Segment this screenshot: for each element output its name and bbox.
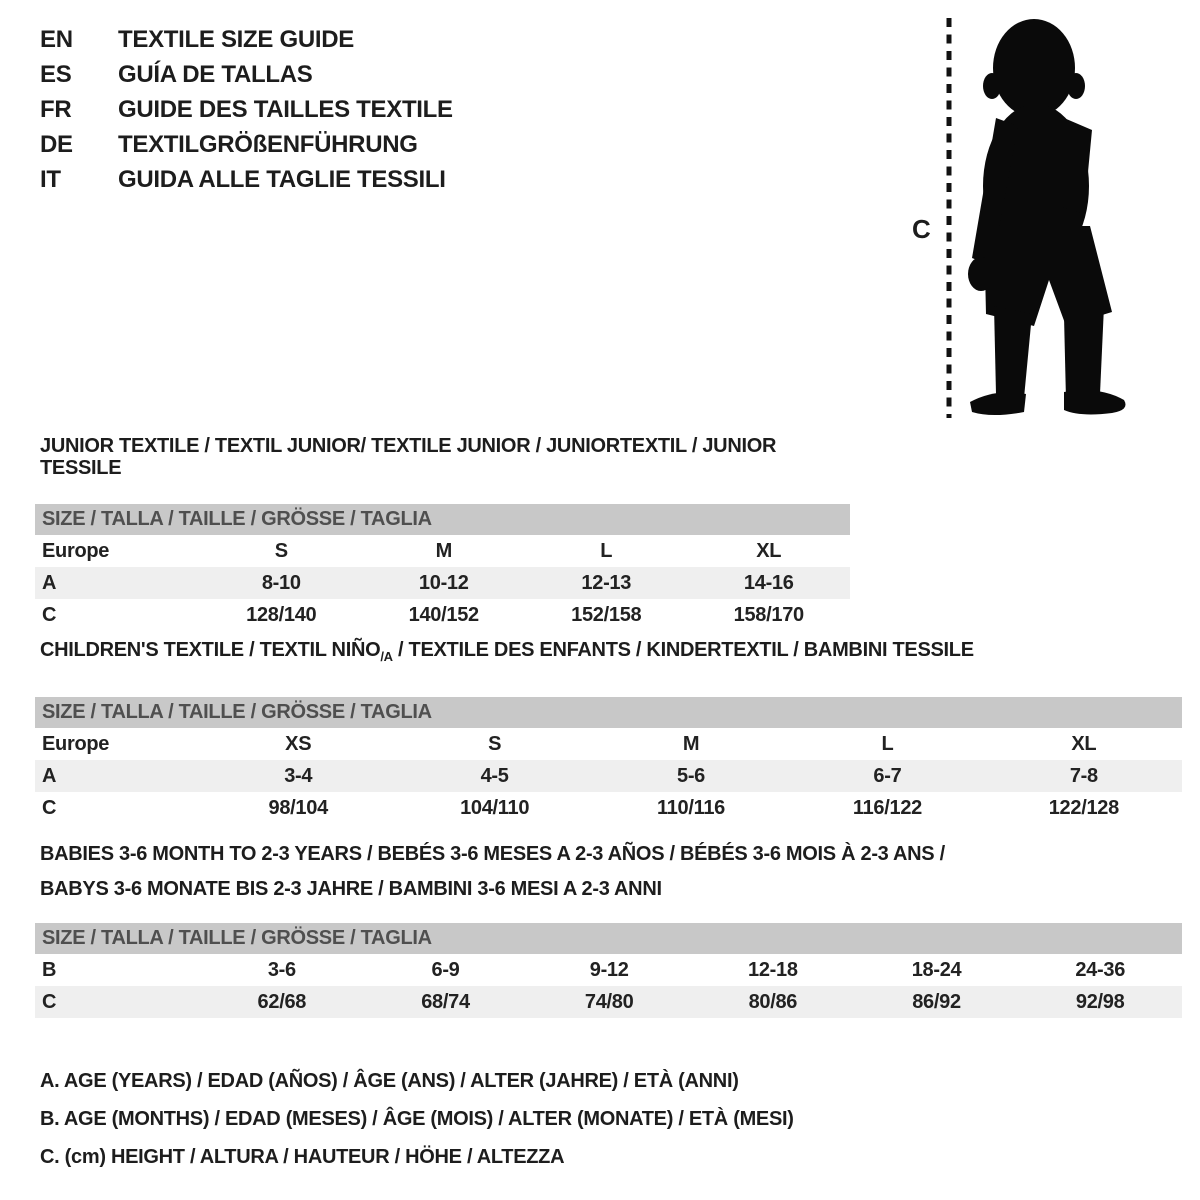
age-cell: 4-5 [480,765,509,787]
row-label: A [42,572,57,594]
age-cell: 12-13 [581,572,632,594]
height-cell: 116/122 [852,797,922,819]
size-cell: M [435,540,452,562]
height-measure-label: C [912,214,931,244]
height-cell: 68/74 [421,991,470,1013]
height-cell: 98/104 [268,797,328,819]
age-cell: 6-9 [431,959,460,981]
height-cell: 140/152 [408,604,479,626]
language-row-es [40,57,453,92]
table-row [35,535,850,567]
row-label: A [42,765,57,787]
language-code: IT [40,165,61,193]
size-cell: S [274,540,288,562]
age-cell: 18-24 [911,959,962,981]
table-row [35,792,1182,824]
language-title: GUÍA DE TALLAS [118,60,313,88]
babies-table-header: SIZE / TALLA / TAILLE / GRÖSSE / TAGLIA [35,923,1182,954]
row-label: C [42,797,57,819]
age-cell: 3-4 [284,765,313,787]
size-cell: S [488,733,502,755]
language-code: DE [40,130,73,158]
language-title: GUIDE DES TAILLES TEXTILE [118,95,453,123]
table-row [35,567,850,599]
height-cell: 86/92 [912,991,961,1013]
language-list [40,22,453,197]
children-heading-post: / TEXTILE DES ENFANTS / KINDERTEXTIL / BAMBINI TESSILE [392,639,974,661]
children-heading-sub: /A [380,649,393,664]
size-cell: M [682,733,700,755]
table-row [35,954,1182,986]
table-row [35,760,1182,792]
age-cell: 3-6 [267,959,296,981]
junior-section [35,435,850,631]
age-cell: 14-16 [743,572,794,594]
language-code: FR [40,95,72,123]
age-cell: 6-7 [873,765,902,787]
height-cell: 152/158 [571,604,642,626]
children-table-header: SIZE / TALLA / TAILLE / GRÖSSE / TAGLIA [35,697,1182,728]
row-label: C [42,604,57,626]
junior-heading: JUNIOR TEXTILE / TEXTIL JUNIOR/ TEXTILE JUNIOR / JUNIORTEXTIL / JUNIOR TESSILE [40,435,777,479]
age-cell: 5-6 [677,765,706,787]
age-cell: 9-12 [589,959,629,981]
size-cell: XS [285,733,312,755]
height-cell: 92/98 [1075,991,1125,1013]
age-cell: 7-8 [1069,765,1098,787]
height-cell: 128/140 [246,604,317,626]
children-heading-pre: CHILDREN'S TEXTILE / TEXTIL NIÑO [40,639,381,661]
row-label: Europe [42,733,110,755]
language-row-it [40,162,453,197]
language-code: ES [40,60,72,88]
legend [40,1062,794,1176]
babies-heading-line1: BABIES 3-6 MONTH TO 2-3 YEARS / BEBÉS 3-6 MESES A 2-3 AÑOS / BÉBÉS 3-6 MOIS À 2-3 ANS / [40,843,945,865]
table-row [35,728,1182,760]
language-row-fr [40,92,453,127]
language-title: TEXTILGRÖßENFÜHRUNG [118,130,418,158]
age-cell: 12-18 [748,959,798,981]
toddler-silhouette-icon [962,14,1140,423]
size-cell: L [881,733,894,755]
height-cell: 104/110 [460,797,530,819]
language-title: GUIDA ALLE TAGLIE TESSILI [118,165,446,193]
height-cell: 62/68 [257,991,307,1013]
table-row [35,986,1182,1018]
children-section [35,639,1182,824]
age-cell: 10-12 [418,572,469,594]
children-size-table [35,697,1182,824]
height-cell: 74/80 [584,991,634,1013]
babies-section [35,844,1182,1018]
size-cell: L [600,540,613,562]
size-cell: XL [756,540,782,562]
height-measure-dashed-line [945,16,953,425]
junior-table-header: SIZE / TALLA / TAILLE / GRÖSSE / TAGLIA [35,504,850,535]
row-label: B [42,959,57,981]
legend-line-a: A. AGE (YEARS) / EDAD (AÑOS) / ÂGE (ANS) / ALTER (JAHRE) / ETÀ (ANNI) [40,1070,739,1092]
junior-size-table [35,504,850,631]
size-cell: XL [1071,733,1097,755]
language-code: EN [40,25,73,53]
babies-size-table [35,923,1182,1018]
children-heading [40,639,1182,668]
legend-line-b: B. AGE (MONTHS) / EDAD (MESES) / ÂGE (MOIS) / ALTER (MONATE) / ETÀ (MESI) [40,1108,794,1130]
babies-heading-line2: BABYS 3-6 MONATE BIS 2-3 JAHRE / BAMBINI 3-6 MESI A 2-3 ANNI [40,878,662,900]
language-row-de [40,127,453,162]
age-cell: 24-36 [1075,959,1126,981]
row-label: Europe [42,540,110,562]
language-title: TEXTILE SIZE GUIDE [118,25,354,53]
language-row-en [40,22,453,57]
height-cell: 122/128 [1048,797,1119,819]
height-cell: 110/116 [657,797,726,819]
height-cell: 158/170 [733,604,804,626]
babies-heading [40,837,1182,907]
legend-line-c: C. (cm) HEIGHT / ALTURA / HAUTEUR / HÖHE / ALTEZZA [40,1146,565,1168]
row-label: C [42,991,57,1013]
age-cell: 8-10 [261,572,301,594]
table-row [35,599,850,631]
height-cell: 80/86 [748,991,798,1013]
